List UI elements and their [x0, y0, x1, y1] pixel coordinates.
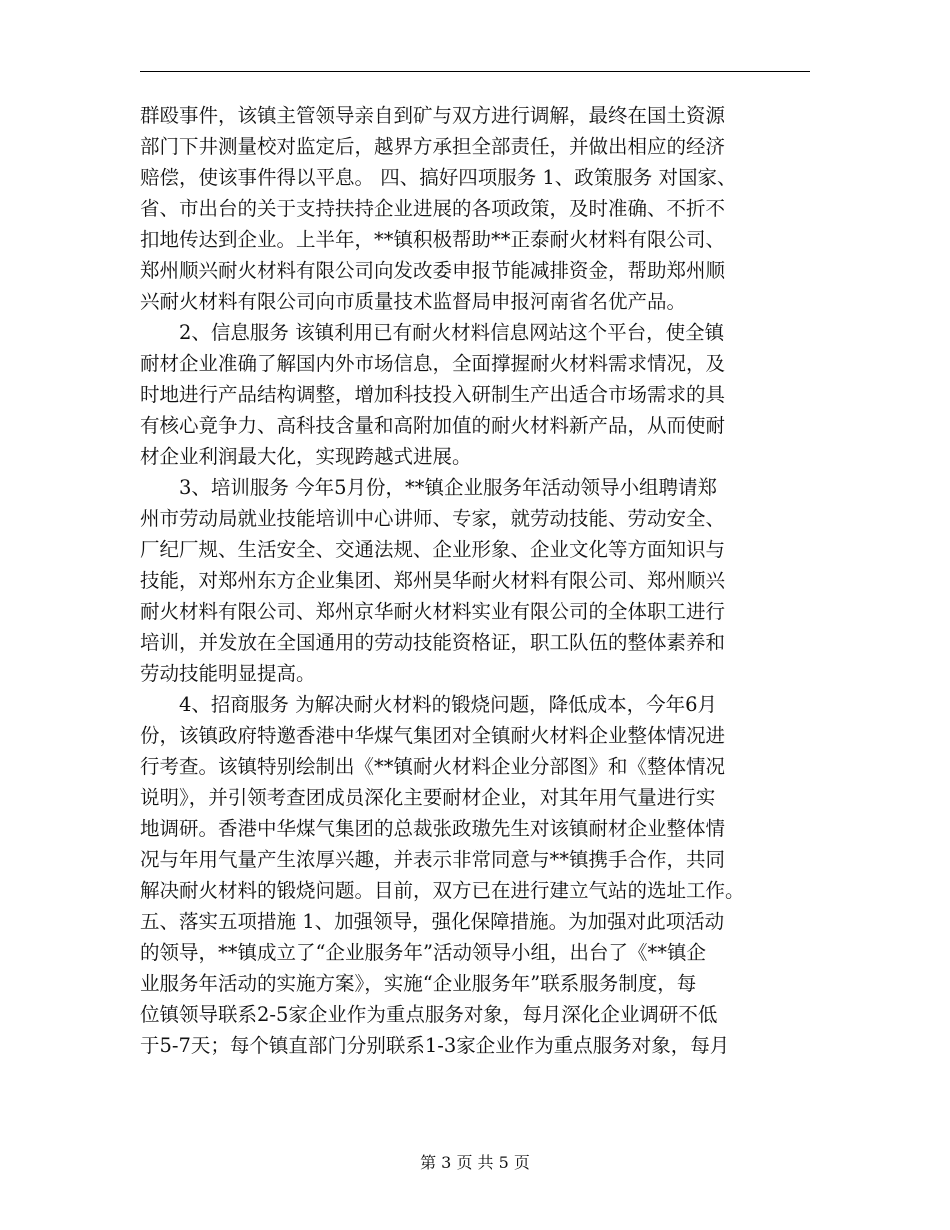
text-line: 业服务年活动的实施方案》，实施“企业服务年”联系服务制度，每 — [140, 972, 697, 995]
text-line: 2、信息服务 该镇利用已有耐火材料信息网站这个平台，使全镇 — [140, 321, 725, 344]
text-line: 赔偿，使该事件得以平息。 四、搞好四项服务 1、政策服务 对国家、 — [140, 166, 737, 189]
text-line: 扣地传达到企业。上半年，**镇积极帮助**正泰耐火材料有限公司、 — [140, 228, 726, 251]
text-line: 劳动技能明显提高。 — [140, 662, 316, 685]
document-body — [140, 100, 816, 1061]
text-line: 说明》，并引领考查团成员深化主要耐材企业，对其年用气量进行实 — [140, 786, 716, 809]
text-line: 省、市出台的关于支持扶持企业进展的各项政策，及时准确、不折不 — [140, 197, 726, 220]
text-line: 位镇领导联系2-5家企业作为重点服务对象，每月深化企业调研不低 — [140, 1003, 718, 1026]
text-line: 行考查。该镇特别绘制出《**镇耐火材料企业分部图》和《整体情况 — [140, 755, 726, 778]
text-line: 耐火材料有限公司、郑州京华耐火材料实业有限公司的全体职工进行 — [140, 600, 726, 623]
text-line: 五、落实五项措施 1、加强领导，强化保障措施。为加强对此项活动 — [140, 910, 725, 933]
text-line: 4、招商服务 为解决耐火材料的锻烧问题，降低成本，今年6月 — [140, 693, 718, 716]
text-line: 部门下井测量校对监定后，越界方承担全部责任，并做出相应的经济 — [140, 135, 726, 158]
text-line: 培训，并发放在全国通用的劳动技能资格证，职工队伍的整体素养和 — [140, 631, 726, 654]
text-line: 的领导，**镇成立了“企业服务年”活动领导小组，出台了《**镇企 — [140, 941, 706, 964]
text-line: 时地进行产品结构调整，增加科技投入研制生产出适合市场需求的具 — [140, 383, 726, 406]
text-line: 州市劳动局就业技能培训中心讲师、专家，就劳动技能、劳动安全、 — [140, 507, 726, 530]
text-line: 于5-7天；每个镇直部门分别联系1-3家企业作为重点服务对象，每月 — [140, 1034, 730, 1057]
text-line: 耐材企业准确了解国内外市场信息，全面撑握耐火材料需求情况，及 — [140, 352, 726, 375]
text-line: 地调研。香港中华煤气集团的总裁张政璈先生对该镇耐材企业整体情 — [140, 817, 726, 840]
page-footer: 第 3 页 共 5 页 — [420, 1153, 530, 1172]
text-line: 兴耐火材料有限公司向市质量技术监督局申报河南省名优产品。 — [140, 290, 687, 313]
text-line: 解决耐火材料的锻烧问题。目前，双方已在进行建立气站的选址工作。 — [140, 879, 745, 902]
text-line: 郑州顺兴耐火材料有限公司向发改委申报节能减排资金，帮助郑州顺 — [140, 259, 726, 282]
text-line: 厂纪厂规、生活安全、交通法规、企业形象、企业文化等方面知识与 — [140, 538, 726, 561]
text-line: 况与年用气量产生浓厚兴趣，并表示非常同意与**镇携手合作，共同 — [140, 848, 726, 871]
text-line: 有核心竟争力、高科技含量和高附加值的耐火材料新产品，从而使耐 — [140, 414, 726, 437]
text-line: 3、培训服务 今年5月份，**镇企业服务年活动领导小组聘请郑 — [140, 476, 718, 499]
text-line: 份，该镇政府特邀香港中华煤气集团对全镇耐火材料企业整体情况进 — [140, 724, 726, 747]
text-line: 材企业利润最大化，实现跨越式进展。 — [140, 445, 472, 468]
text-line: 群殴事件，该镇主管领导亲自到矿与双方进行调解，最终在国土资源 — [140, 104, 726, 127]
text-line: 技能，对郑州东方企业集团、郑州昊华耐火材料有限公司、郑州顺兴 — [140, 569, 726, 592]
header-rule — [140, 71, 810, 72]
